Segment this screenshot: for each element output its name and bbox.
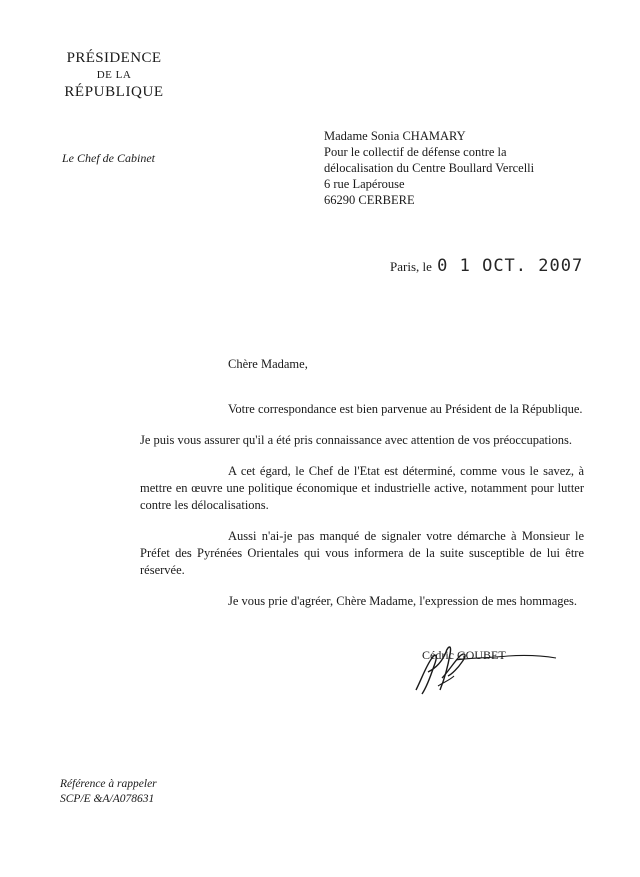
signer-name: Cédric GOUBET	[422, 648, 506, 662]
recipient-street: 6 rue Lapérouse	[324, 177, 405, 191]
paragraph-4: Aussi n'ai-je pas manqué de signaler votre démarche à Monsieur le Préfet des Pyrénées Orientales qui vous informera de la suite susceptible de lui être réservée.	[140, 529, 584, 577]
letterhead	[56, 50, 172, 101]
sender-title: Le Chef de Cabinet	[62, 151, 155, 165]
paragraph-1: Votre correspondance est bien parvenue au Président de la République.	[228, 402, 583, 416]
signature-area	[408, 628, 568, 708]
letterhead-line-3: RÉPUBLIQUE	[64, 83, 164, 100]
recipient-line-3: délocalisation du Centre Boullard Vercelli	[324, 161, 535, 175]
handwritten-signature	[408, 628, 568, 708]
recipient-name: Madame Sonia CHAMARY	[324, 129, 466, 143]
letterhead-line-1: PRÉSIDENCE	[66, 50, 162, 66]
recipient-city: 66290 CERBERE	[324, 193, 415, 207]
date-stamp: 0 1 OCT. 2007	[437, 256, 584, 276]
letter-body	[140, 356, 584, 610]
date-line	[390, 256, 583, 276]
closing-formula: Je vous prie d'agréer, Chère Madame, l'expression de mes hommages.	[228, 594, 578, 608]
paragraph-3: A cet égard, le Chef de l'Etat est déterminé, comme vous le savez, à mettre en œuvre une politique économique et industrielle active, notamment pour lutter contre les délocalisations.	[140, 464, 584, 512]
salutation: Chère Madame,	[228, 357, 308, 371]
recipient-line-2: Pour le collectif de défense contre la	[324, 145, 507, 159]
reference-block	[60, 777, 157, 807]
paragraph-2: Je puis vous assurer qu'il a été pris connaissance avec attention de vos préoccupations.	[140, 433, 572, 447]
reference-label: Référence à rappeler	[60, 778, 157, 790]
recipient-address	[324, 128, 564, 208]
reference-code: SCP/E &A/A078631	[60, 793, 155, 805]
date-prefix: Paris, le	[390, 259, 432, 274]
letterhead-line-2: DE LA	[96, 69, 132, 82]
